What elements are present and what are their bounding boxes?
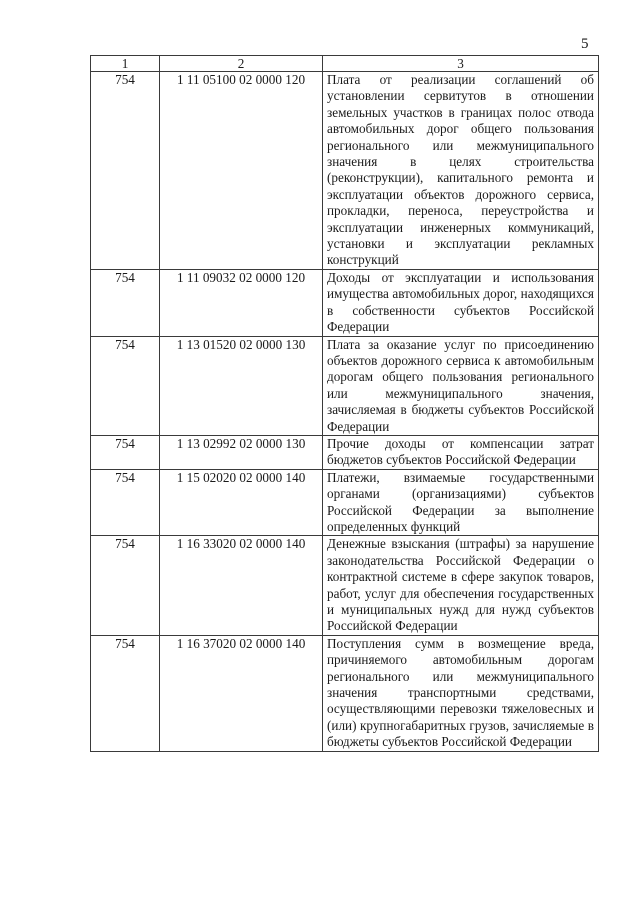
revenue-code-cell: 1 11 09032 02 0000 120 [160,269,323,336]
description-cell: Прочие доходы от компенсации затрат бюджетов субъектов Российской Федерации [323,435,599,469]
table-row [91,269,599,336]
admin-code-cell: 754 [91,269,160,336]
revenue-code-cell: 1 16 37020 02 0000 140 [160,635,323,751]
column-header-1: 1 [91,56,160,72]
admin-code-cell: 754 [91,635,160,751]
table-row [91,536,599,635]
revenue-codes-table [90,55,599,752]
table-row [91,435,599,469]
description-cell: Плата от реализации соглашений об установлении сервитутов в отношении земельных участков в границах полос отвода автомобильных дорог общего пользования регионального или межмуниципального значения в целях строительства (реконструкции), капитального ремонта и эксплуатации объектов дорожного сервиса, прокладки, переноса, переустройства и эксплуатации инженерных коммуникаций, установки и эксплуатации рекламных конструкций [323,72,599,270]
column-header-2: 2 [160,56,323,72]
admin-code-cell: 754 [91,435,160,469]
table-row [91,336,599,435]
page-number: 5 [581,36,589,52]
table-row [91,635,599,751]
table-header-row [91,56,599,72]
admin-code-cell: 754 [91,72,160,270]
description-cell: Платежи, взимаемые государственными органами (организациями) субъектов Российской Федерации за выполнение определенных функций [323,469,599,536]
description-cell: Денежные взыскания (штрафы) за нарушение законодательства Российской Федерации о контрактной системе в сфере закупок товаров, работ, услуг для обеспечения государственных и муниципальных нужд для нужд субъектов Российской Федерации [323,536,599,635]
revenue-code-cell: 1 16 33020 02 0000 140 [160,536,323,635]
description-cell: Поступления сумм в возмещение вреда, причиняемого автомобильным дорогам регионального или межмуниципального значения транспортными средствами, осуществляющими перевозки тяжеловесных и (или) крупногабаритных грузов, зачисляемые в бюджеты субъектов Российской Федерации [323,635,599,751]
description-cell: Плата за оказание услуг по присоединению объектов дорожного сервиса к автомобильным дорогам общего пользования регионального или межмуниципального значения, зачисляемая в бюджеты субъектов Российской Федерации [323,336,599,435]
column-header-3: 3 [323,56,599,72]
revenue-code-cell: 1 13 02992 02 0000 130 [160,435,323,469]
revenue-code-cell: 1 13 01520 02 0000 130 [160,336,323,435]
description-cell: Доходы от эксплуатации и использования имущества автомобильных дорог, находящихся в собственности субъектов Российской Федерации [323,269,599,336]
table-row [91,72,599,270]
revenue-code-cell: 1 15 02020 02 0000 140 [160,469,323,536]
admin-code-cell: 754 [91,536,160,635]
revenue-code-cell: 1 11 05100 02 0000 120 [160,72,323,270]
admin-code-cell: 754 [91,336,160,435]
table-row [91,469,599,536]
admin-code-cell: 754 [91,469,160,536]
